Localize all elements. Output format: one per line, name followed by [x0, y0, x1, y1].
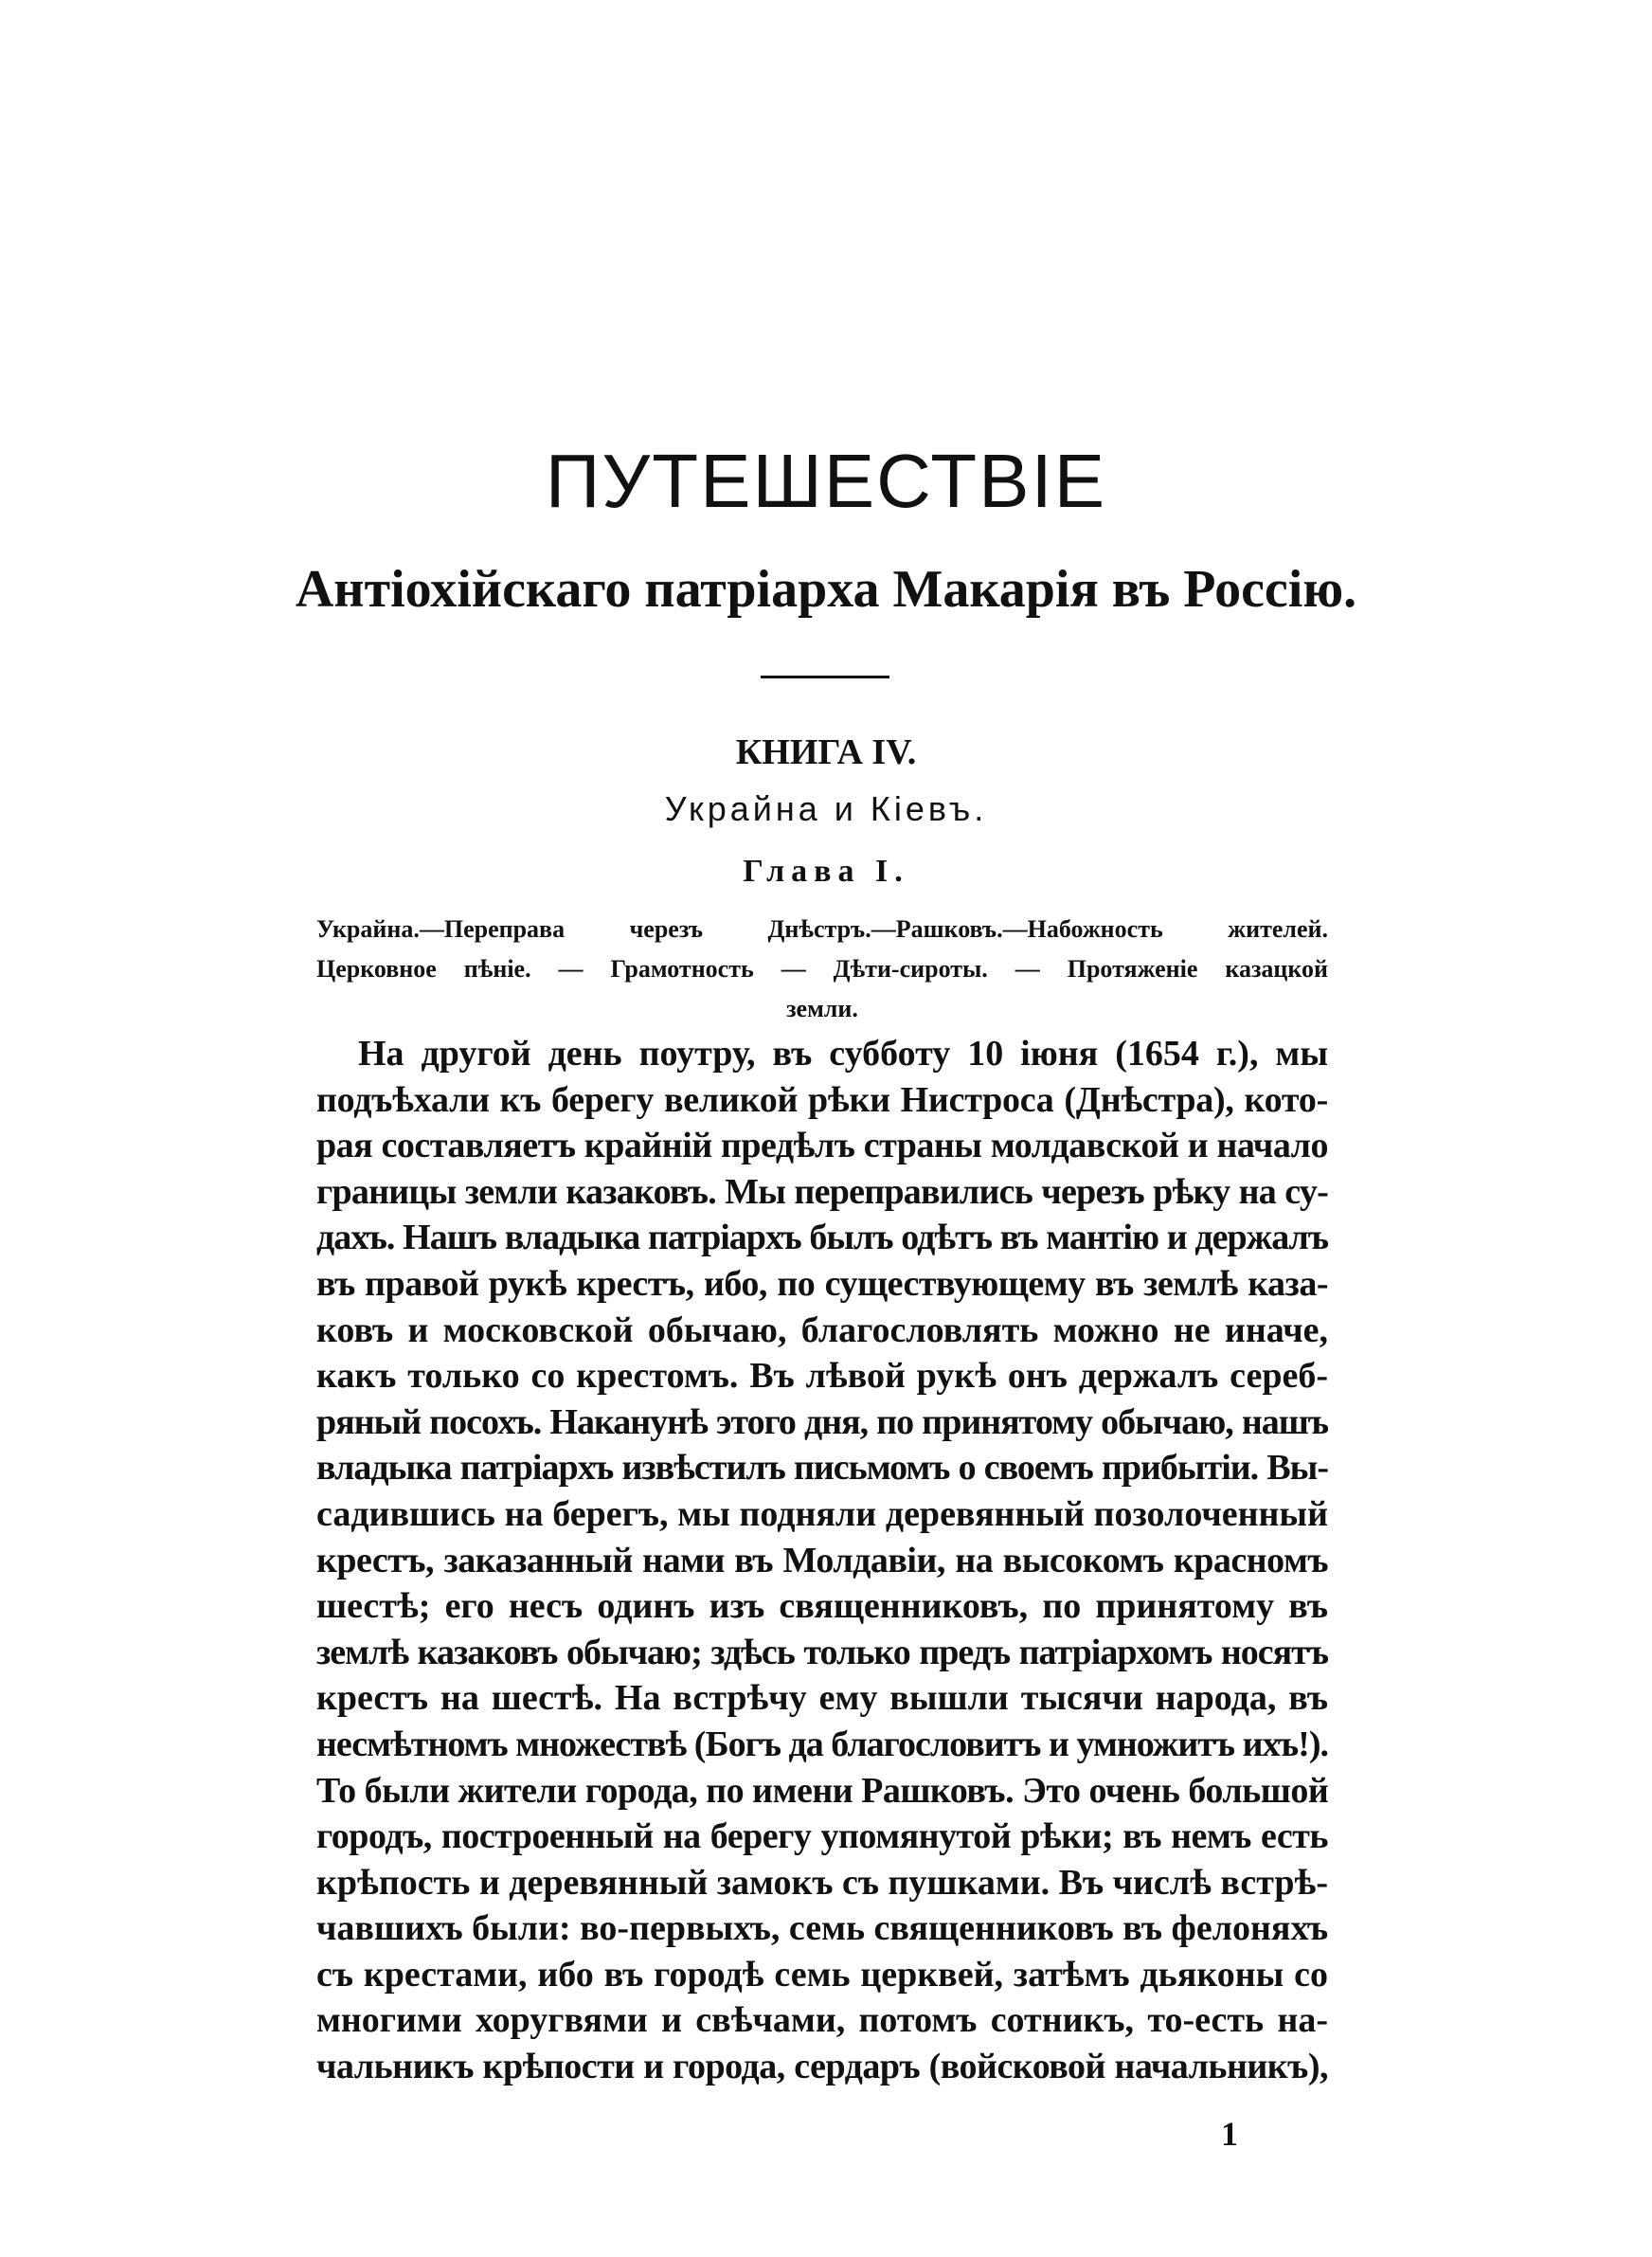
page-number: 1 — [1221, 2115, 1238, 2153]
chapter-summary — [316, 910, 1328, 1029]
text-line: ковъ и московской обычаю, благословлять можно не иначе, — [316, 1309, 1328, 1350]
text-line: городъ, построенный на берегу упомянутой рѣки; въ немъ есть — [316, 1816, 1328, 1857]
text-line: крестъ на шестѣ. На встрѣчу ему вышли тысячи народа, въ — [316, 1678, 1328, 1719]
summary-line: земли. — [786, 995, 858, 1022]
text-line: какъ только со крестомъ. Въ лѣвой рукѣ онъ держалъ сереб- — [316, 1356, 1328, 1397]
text-line: подъѣхали къ берегу великой рѣки Нистроса (Днѣстра), кото- — [316, 1079, 1328, 1120]
text-line: ряный посохъ. Наканунѣ этого дня, по принятому обычаю, нашъ — [316, 1401, 1328, 1442]
text-line: многими хоругвями и свѣчами, потомъ сотникъ, то-есть на- — [316, 2000, 1328, 2041]
text-line: садившись на берегъ, мы подняли деревянный позолоченный — [316, 1493, 1328, 1534]
summary-line: Церковное пѣніе. — Грамотность — Дѣти-сироты. — Протяженіе казацкой — [316, 955, 1328, 983]
text-line: съ крестами, ибо въ городѣ семь церквей, затѣмъ дьяконы со — [316, 1954, 1328, 1995]
text-line: рая составляетъ крайній предѣлъ страны молдавской и начало — [316, 1126, 1328, 1166]
text-line: На другой день поутру, въ субботу 10 іюня (1654 г.), мы — [358, 1034, 1328, 1074]
book-heading: КНИГА IV. — [735, 732, 917, 772]
text-line: То были жители города, по имени Рашковъ. Это очень большой — [316, 1770, 1329, 1811]
page-title: ПУТЕШЕСТВІЕ — [545, 439, 1107, 523]
text-line: владыка патріархъ извѣстилъ письмомъ о своемъ прибытіи. Вы- — [316, 1448, 1328, 1489]
page-subtitle: Антіохійскаго патріарха Макарія въ Россію. — [295, 560, 1357, 619]
text-line: крѣпость и деревянный замокъ съ пушками. Въ числѣ встрѣ- — [316, 1862, 1328, 1903]
text-line: крестъ, заказанный нами въ Молдавіи, на высокомъ красномъ — [316, 1540, 1328, 1580]
summary-line: Украйна.—Переправа черезъ Днѣстръ.—Рашковъ.—Набожность жителей. — [316, 915, 1328, 943]
text-line: въ правой рукѣ крестъ, ибо, по существующему въ землѣ каза- — [316, 1263, 1328, 1304]
text-line: чальникъ крѣпости и города, сердаръ (войсковой начальникъ), — [316, 2047, 1328, 2087]
title-divider — [761, 676, 889, 678]
text-line: границы земли казаковъ. Мы переправились черезъ рѣку на су- — [316, 1171, 1328, 1212]
text-line: землѣ казаковъ обычаю; здѣсь только предъ патріархомъ носятъ — [316, 1632, 1328, 1672]
text-line: несмѣтномъ множествѣ (Богъ да благословитъ и умножитъ ихъ!). — [316, 1724, 1328, 1764]
text-line: чавшихъ были: во-первыхъ, семь священниковъ въ фелоняхъ — [316, 1908, 1329, 1949]
text-line: дахъ. Нашъ владыка патріархъ былъ одѣтъ въ мантію и держалъ — [316, 1218, 1328, 1258]
text-line: шестѣ; его несъ одинъ изъ священниковъ, по принятому въ — [316, 1586, 1328, 1627]
body-text — [316, 1031, 1328, 2090]
chapter-heading: Глава I. — [743, 854, 909, 889]
book-subheading: Украйна и Кіевъ. — [664, 789, 988, 828]
